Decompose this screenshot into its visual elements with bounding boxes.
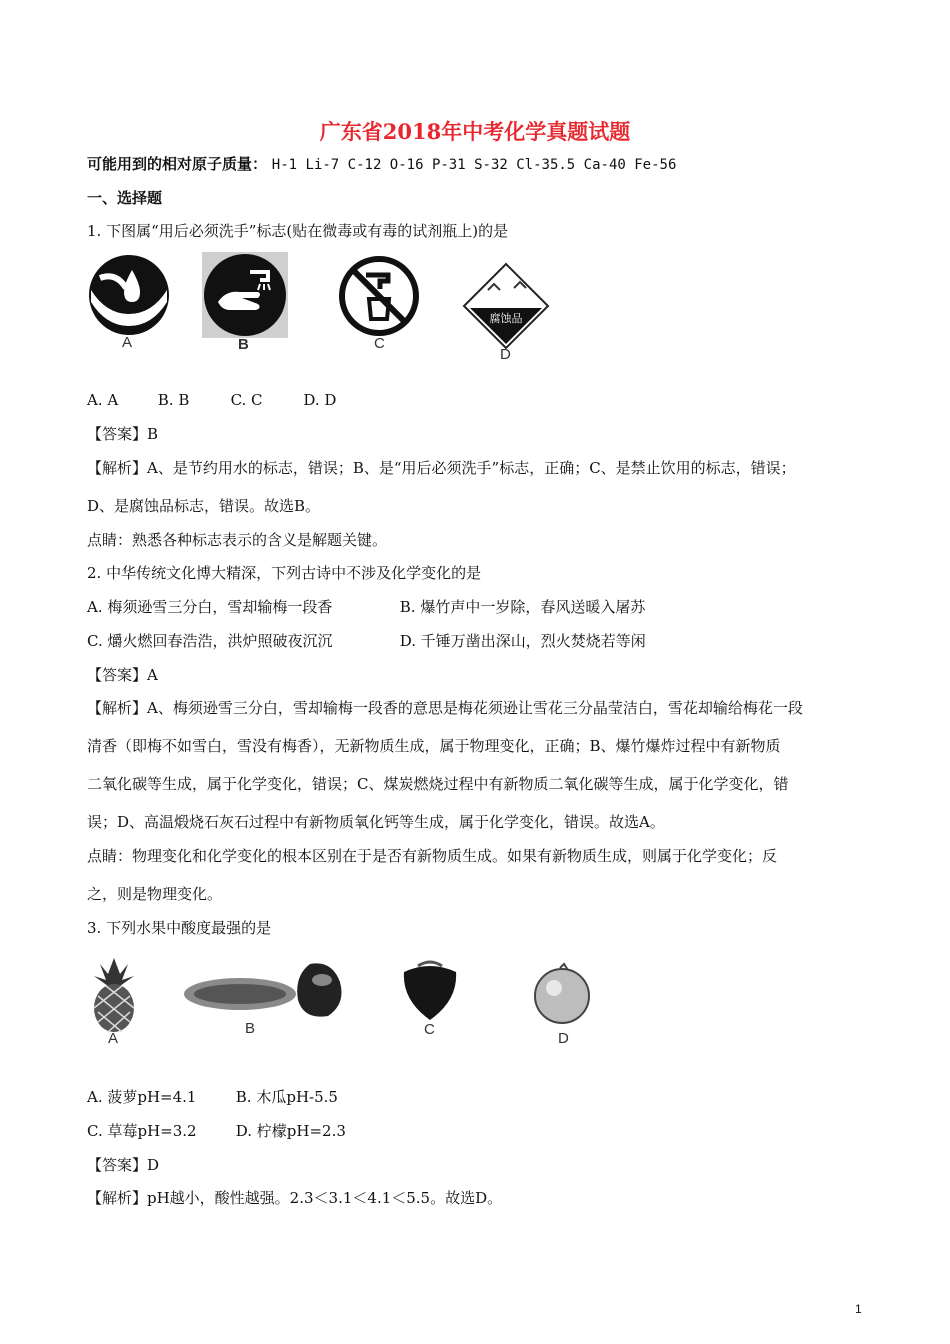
q2-analysis-line-1: 【解析】A、梅须逊雪三分白，雪却输梅一段香的意思是梅花须逊让雪花三分晶莹洁白，雪花却输给梅花一段: [87, 699, 803, 717]
q2-options-row-1: [87, 597, 645, 617]
q2-analysis-line-3: 二氧化碳等生成，属于化学变化，错误；C、煤炭燃烧过程中有新物质二氧化碳等生成，属于化学变化，错: [87, 775, 789, 793]
q3-figure-label-d: D: [558, 1030, 569, 1047]
q2-option-c: C. 爝火燃回春浩浩，洪炉照破夜沉沉: [87, 632, 333, 650]
q1-answer: 【答案】B: [87, 425, 159, 443]
corrosive-icon-text: 腐蚀品: [489, 312, 523, 325]
pineapple-icon: [88, 956, 140, 1034]
q3-figure-label-a: A: [108, 1030, 119, 1047]
q1-options: [87, 390, 336, 410]
q1-tip: 点睛：熟悉各种标志表示的含义是解题关键。: [87, 531, 388, 549]
q2-stem: 2. 中华传统文化博大精深，下列古诗中不涉及化学变化的是: [87, 564, 482, 582]
q1-stem: 1. 下图属“用后必须洗手”标志(贴在微毒或有毒的试剂瓶上)的是: [87, 222, 509, 240]
q1-option-c: C. C: [230, 391, 263, 409]
q3-stem: 3. 下列水果中酸度最强的是: [87, 919, 272, 937]
q1-analysis-line-2: D、是腐蚀品标志，错误。故选B。: [87, 497, 321, 515]
q2-options-row-2: [87, 631, 646, 651]
q2-analysis-line-2: 清香（即梅不如雪白，雪没有梅香），无新物质生成，属于物理变化，正确；B、爆竹爆炸过程中有新物质: [87, 737, 781, 755]
q1-figure-label-d: D: [500, 346, 511, 363]
q1-analysis-line-1: 【解析】A、是节约用水的标志，错误；B、是“用后必须洗手”标志，正确；C、是禁止饮用的标志，错误；: [87, 459, 796, 477]
q2-option-b: B. 爆竹声中一岁除，春风送暖入屠苏: [399, 598, 646, 616]
q2-option-a: A. 梅须逊雪三分白，雪却输梅一段香: [87, 598, 333, 616]
section-heading: 一、选择题: [87, 189, 163, 207]
q2-option-d: D. 千锤万凿出深山，烈火焚烧若等闲: [399, 632, 646, 650]
lemon-icon: [530, 962, 594, 1026]
wash-hands-icon: [200, 250, 290, 340]
q3-option-d: D. 柠檬pH=2.3: [235, 1122, 346, 1140]
q1-figure-label-b: B: [238, 336, 249, 353]
q3-figure-label-b: B: [245, 1020, 256, 1037]
q3-answer: 【答案】D: [87, 1156, 160, 1174]
q1-option-b: B. B: [157, 391, 190, 409]
water-saving-icon: [86, 252, 172, 338]
q2-tip-line-1: 点睛：物理变化和化学变化的根本区别在于是否有新物质生成。如果有新物质生成，则属于化学变化；反: [87, 847, 778, 865]
strawberry-icon: [398, 960, 462, 1022]
q3-analysis: 【解析】pH越小，酸性越强。2.3＜3.1＜4.1＜5.5。故选D。: [87, 1189, 503, 1207]
q1-figure-label-c: C: [374, 335, 385, 352]
q3-figure-label-c: C: [424, 1021, 435, 1038]
q3-option-c: C. 草莓pH=3.2: [87, 1122, 197, 1140]
page-title: 广东省2018年中考化学真题试题: [319, 119, 631, 144]
q1-figure-label-a: A: [122, 334, 133, 351]
corrosive-icon: [462, 262, 550, 350]
q3-option-a: A. 菠萝pH=4.1: [87, 1088, 197, 1106]
q3-options-row-2: [87, 1121, 346, 1141]
atomic-mass-values: H-1 Li-7 C-12 O-16 P-31 S-32 Cl-35.5 Ca-40 Fe-56: [271, 157, 677, 173]
q2-answer: 【答案】A: [87, 666, 158, 684]
q2-analysis-line-4: 误；D、高温煅烧石灰石过程中有新物质氧化钙等生成，属于化学变化，错误。故选A。: [87, 813, 665, 831]
q3-options-row-1: [87, 1087, 338, 1107]
atomic-mass-line: [87, 154, 676, 175]
atomic-mass-label: 可能用到的相对原子质量：: [87, 155, 268, 173]
no-drinking-icon: [336, 253, 422, 339]
papaya-icon: [182, 958, 358, 1022]
page-number: 1: [855, 1302, 862, 1316]
q3-option-b: B. 木瓜pH-5.5: [235, 1088, 338, 1106]
q2-tip-line-2: 之，则是物理变化。: [87, 885, 223, 903]
q1-option-a: A. A: [87, 391, 119, 409]
q1-option-d: D. D: [303, 391, 337, 409]
